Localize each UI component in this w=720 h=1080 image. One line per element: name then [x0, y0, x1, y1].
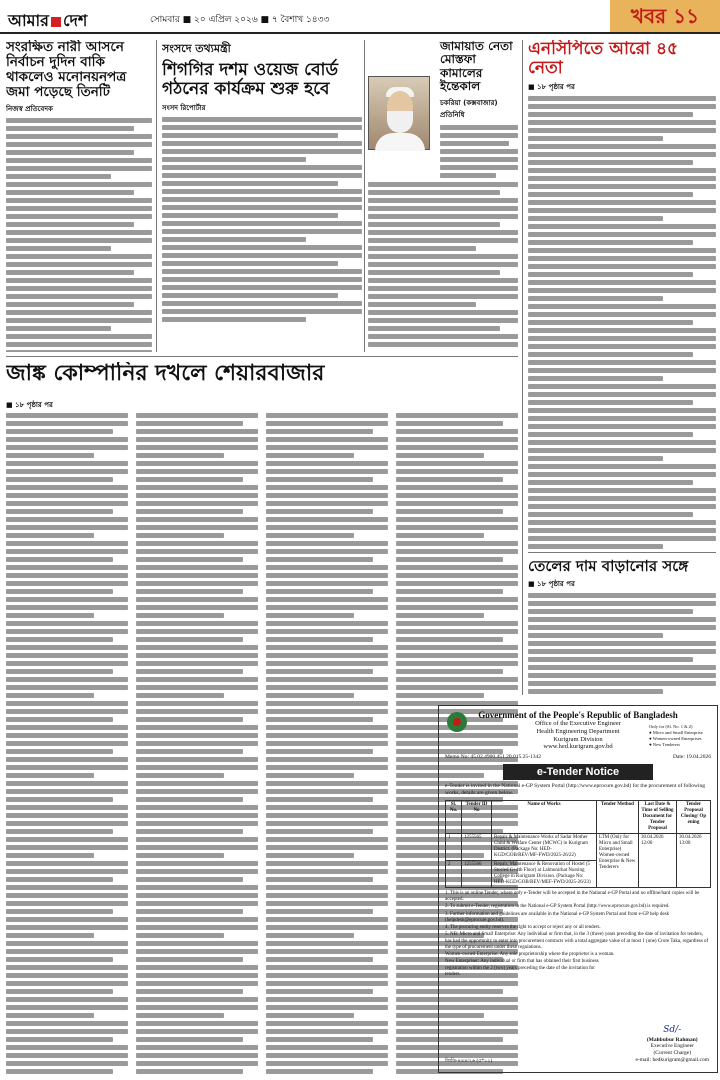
col-works: Name of Works [492, 800, 597, 833]
section-divider [528, 552, 716, 553]
col-sl: Sl. No. [446, 800, 462, 833]
tender-table [445, 800, 711, 888]
cell-works: Repair, Maintenance & Renovation of Hostel (5 Storied G+4th Floor) at Lalmonirhat Nursing College in Kurigram Division. (Package No: HED-KGD/GOB/REV/MEF-FWD/2025-26/23) [492, 860, 597, 887]
story-ncp-headline: এনসিপিতে আরো ৪৫ নেতা [528, 40, 679, 79]
cell-sl: 1 [446, 833, 462, 860]
obituary-photo [368, 76, 430, 150]
government-seal-icon [447, 712, 467, 732]
page-tag: খবর ১১ [610, 0, 720, 32]
cell-works: Repair & Maintenance Works of Sadar Mother Child & Welfare Center (MCWC) in Kurigram District. (Package No: HED-KGD/GOB/REV/MF-FWD/2025-26/22) [492, 833, 597, 860]
cell-sl: 2 [446, 860, 462, 887]
signer-title-charge: (Current Charge) [653, 1050, 692, 1057]
tender-side-notes [649, 724, 711, 747]
masthead-left: আমার [8, 11, 49, 30]
cell-closing: 30.04.2026 13:00 [677, 833, 711, 887]
tender-notes [445, 891, 711, 978]
column-divider [156, 40, 157, 352]
tender-date: Date: 19.04.2026 [672, 754, 711, 761]
tender-notice [438, 705, 718, 1073]
signer-email: e-mail: hedkurigram@gmail.com [635, 1057, 709, 1064]
column-divider [364, 40, 365, 352]
story-wage-board-kicker: সংসদে তথ্যমন্ত্রী [162, 42, 231, 55]
tender-government: Government of the People's Republic of Bangladesh [478, 710, 678, 720]
ad-code: জিডি-৪৪৪/২৬ (৫*১১) [445, 1059, 493, 1064]
story-oil-price-byline: ■ ১৮ পৃষ্ঠার পর [528, 579, 575, 588]
masthead [8, 8, 87, 35]
col-id: Tender ID No [462, 800, 492, 833]
tender-note: 4. The procuring entity reserves the right to accept or reject any or all tenders. [445, 925, 601, 931]
masthead-right: দেশ [63, 11, 88, 30]
story-junk-headline: জাঙ্ক কোম্পানির দখলে শেয়ারবাজার [6, 362, 325, 386]
story-junk-headline-block [6, 362, 518, 392]
story-oil-price-body [528, 593, 716, 694]
office-line: Kurigram Division [553, 735, 603, 743]
story-oil-price-headline: তেলের দাম বাড়ানোর সঙ্গে [528, 558, 689, 575]
tender-note: Women-owned Enterprise: Any sole proprietorship where the proprietor is a woman. [445, 952, 615, 958]
story-women-seats-body [6, 118, 152, 352]
side-note: ● Micro and Small Enterprise [649, 729, 703, 735]
tender-memo-row [445, 754, 711, 760]
section-divider [6, 356, 518, 357]
tender-note: New Enterpriser: Any individual or firm that has obtained their first business registration within the 2 (two) years preceding the date of the invitation for tenders. [445, 959, 599, 977]
signature-mark: Sd/- [663, 1025, 682, 1036]
cell-last-date: 30.04.2026 12:00 [639, 833, 677, 887]
col-method: Tender Method [597, 800, 639, 833]
tender-note: 5. NB: Micro and Small Enterprise: Any individual or firm that, in the 3 (three) years preceding the date of invitation for tenders, has had the opportunity to enter into procurement contracts with a total aggregate value of at most 1 (one) Crore Taka, regardless of the type of procurement under these regulations. [445, 932, 709, 950]
cell-id: 1255566 [462, 860, 492, 887]
tender-memo: Memo No: 45.02.4900.451.20.015.25-1342 [445, 754, 541, 761]
story-obituary-headline: জামায়াত নেতা মোস্তফা কামালের ইন্তেকাল [440, 40, 513, 94]
story-women-seats [6, 40, 152, 352]
col-last-date: Last Date & Time of Selling Document for Tender Proposal [639, 800, 677, 833]
story-obituary-byline: চকরিয়া (কক্সবাজার) প্রতিনিধি [440, 98, 498, 119]
story-ncp-body [528, 96, 716, 549]
tender-note: 2. To submit e-Tender, registration in the National e-GP System Portal (http://www.eprocure.gov.bd) is required. [445, 904, 670, 910]
story-wage-board-headline: শিগগির দশম ওয়েজ বোর্ড গঠনের কার্যক্রম শুরু হবে [162, 60, 338, 100]
page-header [0, 0, 720, 34]
tender-signature [636, 1025, 710, 1064]
signer-title: Executive Engineer [650, 1043, 694, 1050]
story-obituary-body [368, 182, 518, 347]
story-wage-board [162, 40, 362, 352]
story-wage-board-body [162, 117, 362, 322]
col-closing: Tender Proposal Closing/ Op ening [677, 800, 711, 833]
side-note: Only for (Sl. No. 1 & 2) [649, 724, 693, 729]
tender-note: 3. Further information and guidelines are available in the National e-GP System Portal and from e-GP help desk (helpdesk@eprocure.gov.bd). [445, 911, 670, 923]
story-junk-byline: ■ ১৮ পৃষ্ঠার পর [6, 401, 53, 409]
signer-name: (Mahbubur Rahman) [646, 1036, 698, 1043]
story-obituary-body-top [440, 125, 518, 178]
cell-method: LTM (Only for Micro and Small Enterprise) Women-owned Enterprise & New Tenderers [597, 833, 639, 887]
office-line: Office of the Executive Engineer [535, 720, 621, 727]
story-oil-price [528, 558, 716, 700]
dateline: সোমবার ■ ২০ এপ্রিল ২০২৬ ■ ৭ বৈশাখ ১৪৩৩ [150, 15, 330, 25]
cell-id: 1255565 [462, 833, 492, 860]
story-wage-board-byline: সংসদ রিপোর্টার [162, 104, 206, 113]
tender-title: e-Tender Notice [503, 764, 653, 780]
story-ncp-byline: ■ ১৮ পৃষ্ঠার পর [528, 83, 575, 92]
masthead-logo-icon [51, 17, 61, 27]
office-line: Health Engineering Department [536, 727, 620, 735]
column-divider [522, 40, 523, 695]
side-note: ● New Tenderers [649, 741, 681, 747]
story-ncp [528, 40, 716, 550]
story-women-seats-byline: নিজস্ব প্রতিবেদক [6, 105, 53, 114]
side-note: ● Women-owned Enterprises [649, 735, 702, 741]
table-row [446, 833, 711, 860]
story-women-seats-headline: সংরক্ষিত নারী আসনে নির্বাচন দুদিন বাকি থাকলেও মনোনয়নপত্র জমা পড়েছে তিনটি [6, 40, 127, 101]
tender-table-header [446, 800, 711, 833]
office-website: www.hed.kurigram.gov.bd [543, 743, 613, 751]
tender-note: 1. This is an online Tender, where only e-Tender will be accepted in the National e-GP Portal and no offline/hard copies will be accepted. [445, 890, 700, 903]
tender-intro: e-Tender is invited in the National e-GP System Portal (http://www.eprocure.gov.bd) for the procurement of following works, details are given below. [445, 783, 706, 797]
